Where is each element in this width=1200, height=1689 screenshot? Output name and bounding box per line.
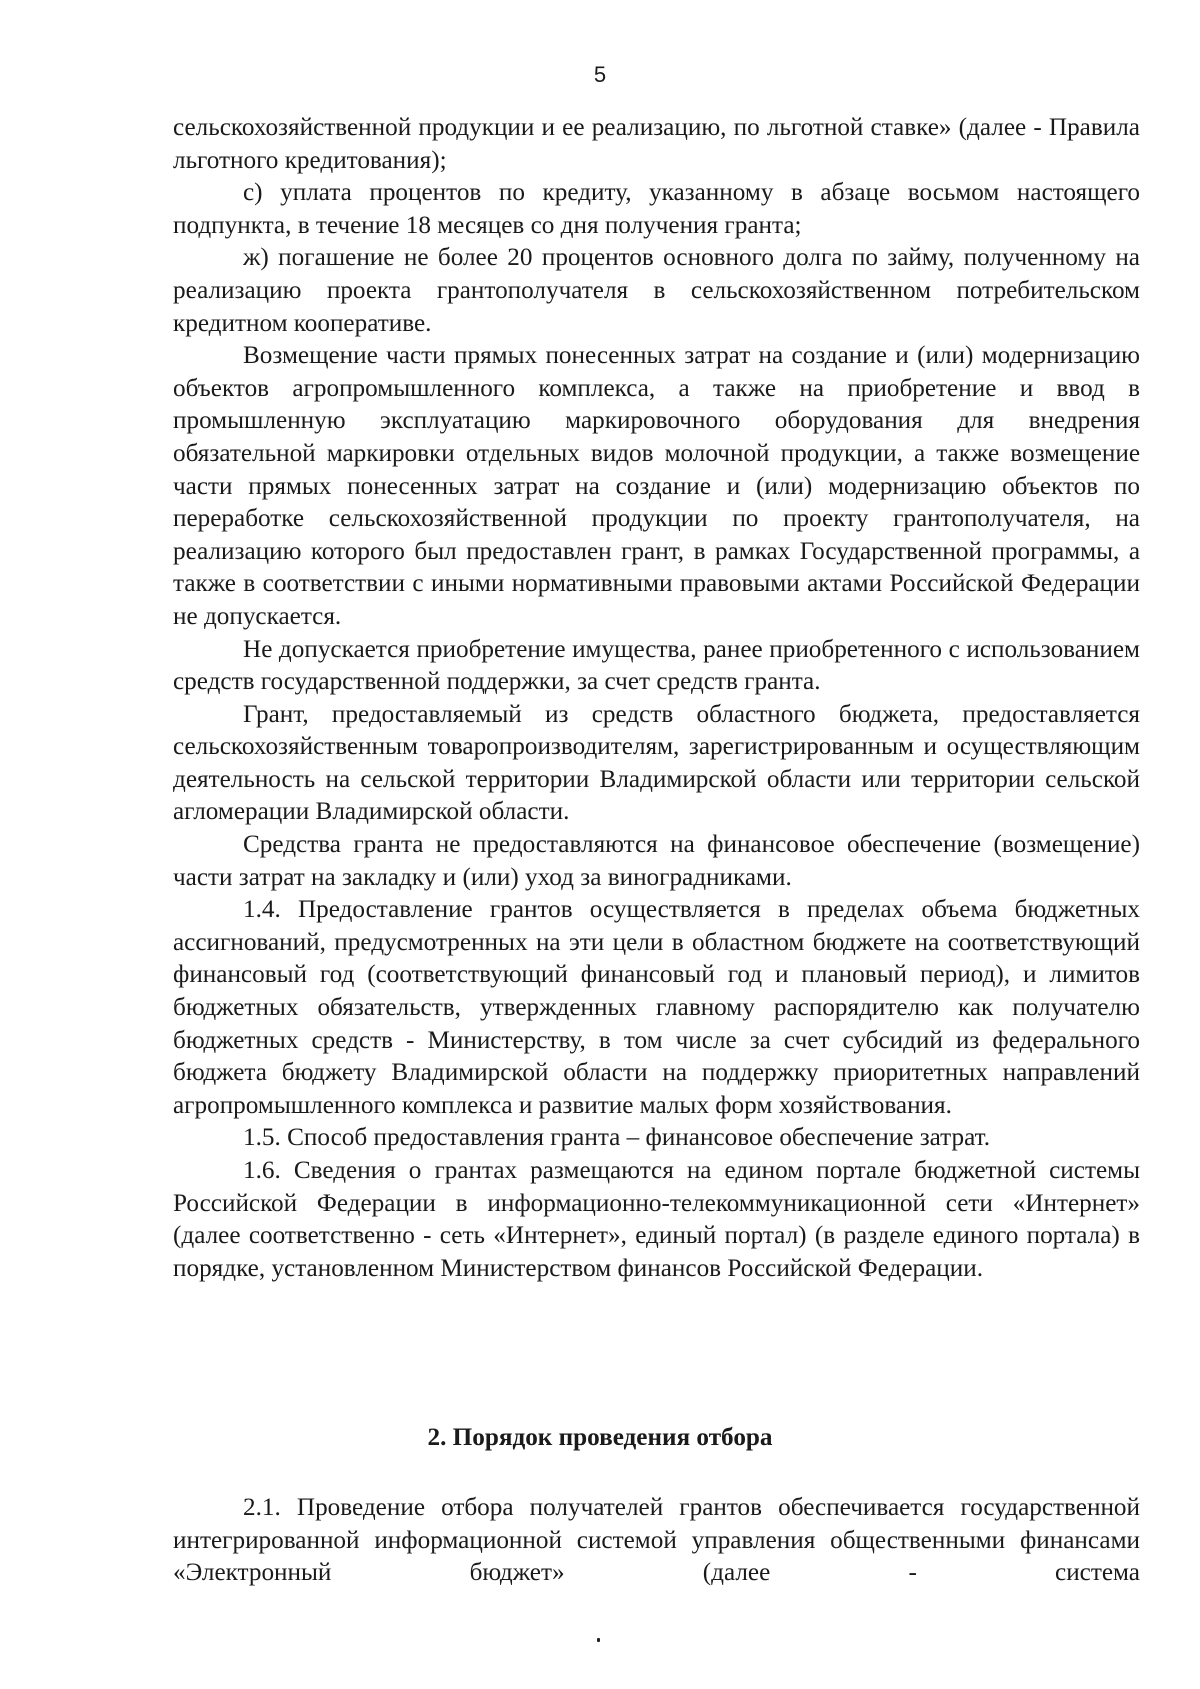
paragraph: Возмещение части прямых понесенных затрат на создание и (или) модернизацию объектов агропромышленного комплекса, а также на приобретение и ввод в промышленную эксплуатацию маркировочного оборудования для внедрения обязательной маркировки отдельных видов молочной продукции, а также возмещение части прямых понесенных затрат на создание и (или) модернизацию объектов по переработке сельскохозяйственной продукции по проекту грантополучателя, на реализацию которого был предоставлен грант, в рамках Государственной программы, а также в соответствии с иными нормативными правовыми актами Российской Федерации не допускается. [173, 342, 1140, 630]
paragraph: сельскохозяйственной продукции и ее реализацию, по льготной ставке» (далее - Правила льготного кредитования); [173, 114, 1140, 174]
paragraph: ж) погашение не более 20 процентов основного долга по займу, полученному на реализацию проекта грантополучателя в сельскохозяйственном потребительском кредитном кооперативе. [173, 244, 1140, 337]
section-body [173, 1492, 1140, 1590]
paragraph: Не допускается приобретение имущества, ранее приобретенного с использованием средств государственной поддержки, за счет средств гранта. [173, 635, 1140, 696]
document-body [173, 112, 1140, 1285]
paragraph: Средства гранта не предоставляются на финансовое обеспечение (возмещение) части затрат на закладку и (или) уход за виноградниками. [173, 831, 1140, 891]
paragraph: 2.1. Проведение отбора получателей грантов обеспечивается государственной интегрированной информационной системой управления общественными финансами «Электронный бюджет» (далее - система [173, 1494, 1140, 1587]
paragraph: 1.5. Способ предоставления гранта – финансовое обеспечение затрат. [243, 1124, 991, 1152]
paragraph: 1.4. Предоставление грантов осуществляется в пределах объема бюджетных ассигнований, предусмотренных на эти цели в областном бюджете на соответствующий финансовый год (соответствующий финансовый год и плановый период), и лимитов бюджетных обязательств, утвержденных главному распорядителю как получателю бюджетных средств - Министерству, в том числе за счет субсидий из федерального бюджета бюджету Владимирской области на поддержку приоритетных направлений агропромышленного комплекса и развитие малых форм хозяйствования. [173, 896, 1140, 1119]
section-heading: 2. Порядок проведения отбора [427, 1424, 773, 1451]
scan-artifact [597, 1638, 600, 1642]
paragraph: Грант, предоставляемый из средств областного бюджета, предоставляется сельскохозяйственным товаропроизводителям, зарегистрированным и осуществляющим деятельность на сельской территории Владимирской области или территории сельской агломерации Владимирской области. [173, 700, 1140, 826]
paragraph: 1.6. Сведения о грантах размещаются на едином портале бюджетной системы Российской Федерации в информационно-телекоммуникационной сети «Интернет» (далее соответственно - сеть «Интернет», единый портал) (в разделе единого портала) в порядке, установленном Министерством финансов Российской Федерации. [173, 1157, 1140, 1282]
paragraph: с) уплата процентов по кредиту, указанному в абзаце восьмом настоящего подпункта, в течение 18 месяцев со дня получения гранта; [173, 179, 1140, 239]
page-number: 5 [593, 62, 607, 87]
